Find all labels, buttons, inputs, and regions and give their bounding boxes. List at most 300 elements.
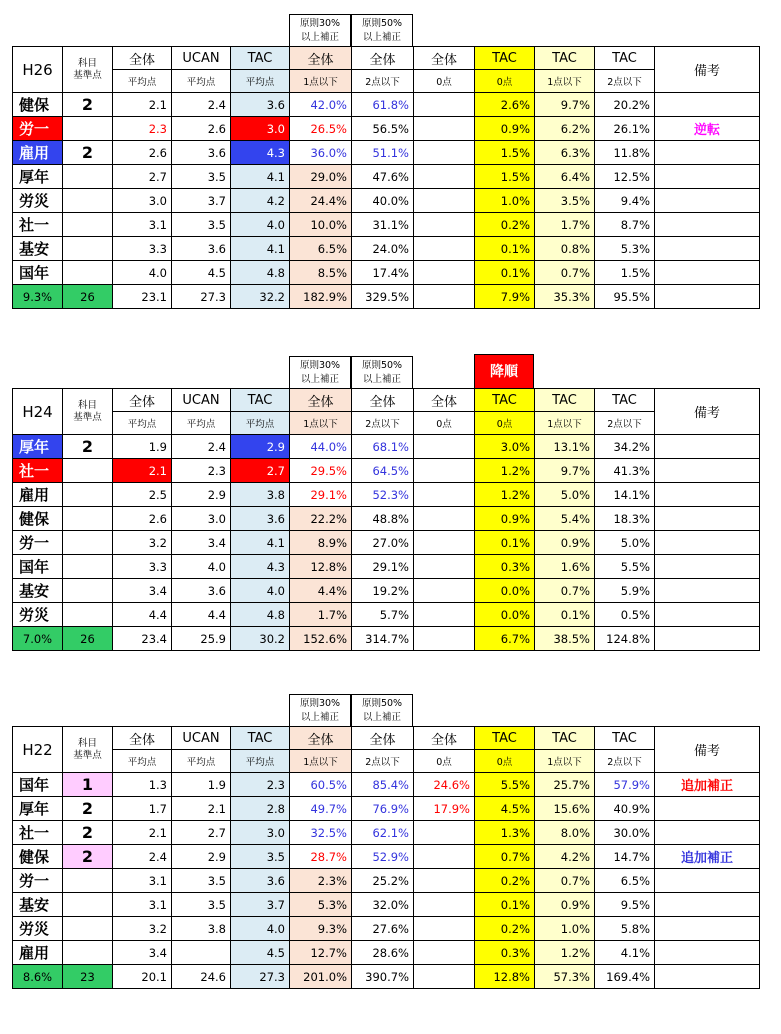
subject-row [13, 603, 760, 627]
cell-all-le1: 8.5% [290, 261, 352, 285]
sort-badge: 降順 [474, 354, 534, 388]
cell-tac-le2: 5.0% [595, 531, 655, 555]
total-all-0 [414, 627, 475, 651]
column-subheader: 2点以下 [595, 750, 655, 773]
base-score [63, 189, 113, 213]
standard-score-header-line: 科目 [77, 737, 97, 749]
score-table [12, 388, 760, 651]
cell-all-le2: 47.6% [352, 165, 414, 189]
total-tac-0: 7.9% [475, 285, 535, 309]
column-subheader: 1点以下 [290, 750, 352, 773]
remark-cell [655, 237, 760, 261]
cell-avg-ucan: 3.5 [172, 893, 231, 917]
total-avg-ucan: 24.6 [172, 965, 231, 989]
cell-avg-tac: 3.6 [231, 869, 290, 893]
total-all-le2: 314.7% [352, 627, 414, 651]
column-subheader: 0点 [475, 412, 535, 435]
note-50 [351, 356, 413, 388]
base-score: 2 [63, 797, 113, 821]
column-subheader: 2点以下 [352, 750, 414, 773]
column-header: 全体 [352, 47, 414, 70]
remark-cell [655, 93, 760, 117]
cell-tac-0: 0.1% [475, 893, 535, 917]
cell-avg-all: 2.6 [113, 141, 172, 165]
total-tac-le1: 35.3% [535, 285, 595, 309]
cell-all-0 [414, 821, 475, 845]
cell-all-le2: 40.0% [352, 189, 414, 213]
note-30 [289, 14, 351, 46]
note-50 [351, 694, 413, 726]
cell-avg-tac: 3.8 [231, 483, 290, 507]
remark-cell [655, 797, 760, 821]
subject-name: 国年 [13, 261, 63, 285]
column-subheader: 1点以下 [535, 70, 595, 93]
cell-all-le2: 52.9% [352, 845, 414, 869]
cell-all-le2: 5.7% [352, 603, 414, 627]
cell-avg-ucan: 3.8 [172, 917, 231, 941]
base-score: 2 [63, 821, 113, 845]
score-block-h22 [12, 694, 766, 1034]
cell-all-0 [414, 189, 475, 213]
total-tac-le2: 95.5% [595, 285, 655, 309]
subject-row [13, 531, 760, 555]
remark-cell [655, 459, 760, 483]
column-header: TAC [535, 389, 595, 412]
cell-tac-le2: 18.3% [595, 507, 655, 531]
cell-all-le1: 44.0% [290, 435, 352, 459]
cell-avg-ucan: 2.6 [172, 117, 231, 141]
cell-avg-all: 3.0 [113, 189, 172, 213]
note-50-line: 以上補正 [362, 32, 401, 43]
cell-all-0 [414, 261, 475, 285]
column-subheader: 平均点 [172, 412, 231, 435]
cell-all-le2: 85.4% [352, 773, 414, 797]
cell-avg-tac: 2.8 [231, 797, 290, 821]
base-score [63, 117, 113, 141]
remark-cell [655, 507, 760, 531]
subject-row [13, 773, 760, 797]
cell-avg-tac: 4.3 [231, 141, 290, 165]
column-subheader: 平均点 [231, 412, 290, 435]
cell-all-0 [414, 141, 475, 165]
cell-avg-all: 4.0 [113, 261, 172, 285]
total-row [13, 627, 760, 651]
cell-avg-ucan: 4.0 [172, 555, 231, 579]
column-subheader: 0点 [475, 70, 535, 93]
cell-all-le1: 60.5% [290, 773, 352, 797]
subject-row [13, 941, 760, 965]
cell-tac-le2: 0.5% [595, 603, 655, 627]
cell-all-0: 24.6% [414, 773, 475, 797]
cell-tac-le1: 1.0% [535, 917, 595, 941]
total-all-0 [414, 285, 475, 309]
cell-all-le1: 49.7% [290, 797, 352, 821]
column-subheader: 平均点 [172, 750, 231, 773]
standard-score-header [63, 47, 113, 93]
cell-avg-all: 3.4 [113, 579, 172, 603]
cell-tac-le1: 6.2% [535, 117, 595, 141]
column-header: TAC [231, 389, 290, 412]
cell-tac-0: 0.0% [475, 579, 535, 603]
subject-name: 労災 [13, 189, 63, 213]
subject-row [13, 579, 760, 603]
cell-all-le2: 29.1% [352, 555, 414, 579]
cell-avg-all: 2.1 [113, 93, 172, 117]
cell-avg-tac: 2.7 [231, 459, 290, 483]
cell-all-0 [414, 941, 475, 965]
cell-all-le1: 10.0% [290, 213, 352, 237]
column-header: TAC [475, 389, 535, 412]
year-label: H24 [13, 389, 63, 435]
subject-row [13, 869, 760, 893]
remark-cell [655, 483, 760, 507]
total-remark [655, 285, 760, 309]
cell-tac-0: 0.1% [475, 531, 535, 555]
cell-tac-0: 1.0% [475, 189, 535, 213]
total-tac-le1: 38.5% [535, 627, 595, 651]
total-row [13, 965, 760, 989]
subject-name: 雇用 [13, 141, 63, 165]
cell-avg-ucan [172, 941, 231, 965]
column-header: TAC [535, 727, 595, 750]
cell-avg-ucan: 2.3 [172, 459, 231, 483]
column-header: 全体 [290, 389, 352, 412]
cell-avg-ucan: 3.6 [172, 237, 231, 261]
cell-tac-0: 1.3% [475, 821, 535, 845]
note-30-line: 以上補正 [300, 374, 339, 385]
cell-avg-all: 3.1 [113, 213, 172, 237]
total-all-le2: 390.7% [352, 965, 414, 989]
total-all-le1: 201.0% [290, 965, 352, 989]
note-50 [351, 14, 413, 46]
cell-tac-le2: 5.3% [595, 237, 655, 261]
subject-row [13, 141, 760, 165]
note-50-line: 原則50% [361, 698, 403, 709]
pass-rate: 9.3% [13, 285, 63, 309]
cell-tac-0: 3.0% [475, 435, 535, 459]
subject-row [13, 435, 760, 459]
cell-tac-0: 1.5% [475, 165, 535, 189]
cell-all-le2: 61.8% [352, 93, 414, 117]
cell-tac-le2: 6.5% [595, 869, 655, 893]
cell-tac-0: 0.2% [475, 869, 535, 893]
header-notes [12, 14, 766, 46]
remark-cell [655, 555, 760, 579]
score-table [12, 46, 760, 309]
cell-tac-le1: 0.9% [535, 531, 595, 555]
cell-all-le1: 42.0% [290, 93, 352, 117]
subject-row [13, 555, 760, 579]
cell-avg-ucan: 3.5 [172, 869, 231, 893]
cell-all-le1: 1.7% [290, 603, 352, 627]
column-subheader: 平均点 [172, 70, 231, 93]
base-score [63, 941, 113, 965]
cell-tac-le1: 5.4% [535, 507, 595, 531]
subject-name: 労一 [13, 869, 63, 893]
base-score [63, 459, 113, 483]
remark-cell [655, 213, 760, 237]
cell-avg-tac: 4.1 [231, 531, 290, 555]
column-header: TAC [231, 727, 290, 750]
subject-name: 労災 [13, 603, 63, 627]
cell-avg-ucan: 2.9 [172, 845, 231, 869]
subject-name: 厚年 [13, 797, 63, 821]
cell-tac-le2: 14.1% [595, 483, 655, 507]
cell-avg-tac: 3.6 [231, 93, 290, 117]
cell-avg-ucan: 2.9 [172, 483, 231, 507]
cell-all-0 [414, 579, 475, 603]
subject-name: 健保 [13, 507, 63, 531]
remark-cell [655, 603, 760, 627]
base-score [63, 869, 113, 893]
column-header: 全体 [414, 389, 475, 412]
cell-all-le2: 24.0% [352, 237, 414, 261]
total-avg-ucan: 25.9 [172, 627, 231, 651]
base-score [63, 555, 113, 579]
cell-avg-ucan: 3.4 [172, 531, 231, 555]
column-header: TAC [535, 47, 595, 70]
cell-all-le1: 12.8% [290, 555, 352, 579]
cell-tac-0: 1.2% [475, 459, 535, 483]
cell-all-le2: 48.8% [352, 507, 414, 531]
total-tac-0: 6.7% [475, 627, 535, 651]
cell-avg-all: 3.1 [113, 869, 172, 893]
column-header: UCAN [172, 727, 231, 750]
year-label: H26 [13, 47, 63, 93]
note-30-line: 以上補正 [300, 32, 339, 43]
base-score: 1 [63, 773, 113, 797]
cell-tac-le1: 0.1% [535, 603, 595, 627]
cell-avg-tac: 4.8 [231, 603, 290, 627]
subject-row [13, 93, 760, 117]
subject-row [13, 261, 760, 285]
cell-all-le1: 2.3% [290, 869, 352, 893]
cell-tac-le2: 1.5% [595, 261, 655, 285]
column-subheader: 平均点 [231, 750, 290, 773]
base-score [63, 531, 113, 555]
header-row [13, 727, 760, 750]
cell-all-0 [414, 603, 475, 627]
total-all-0 [414, 965, 475, 989]
base-total: 26 [63, 627, 113, 651]
subject-name: 雇用 [13, 941, 63, 965]
remark-cell [655, 869, 760, 893]
cell-avg-all: 1.3 [113, 773, 172, 797]
remark-cell [655, 917, 760, 941]
cell-avg-tac: 2.9 [231, 435, 290, 459]
cell-all-le1: 36.0% [290, 141, 352, 165]
column-header: TAC [595, 47, 655, 70]
subheader-row [13, 412, 760, 435]
column-header: TAC [595, 727, 655, 750]
cell-avg-all: 3.2 [113, 917, 172, 941]
score-block-h26 [12, 14, 766, 354]
standard-score-header-line: 科目 [77, 57, 97, 69]
cell-tac-0: 0.3% [475, 555, 535, 579]
column-header: 全体 [113, 727, 172, 750]
remark-cell [655, 261, 760, 285]
cell-all-le1: 8.9% [290, 531, 352, 555]
base-score: 2 [63, 141, 113, 165]
subject-row [13, 917, 760, 941]
subject-row [13, 165, 760, 189]
cell-all-le2: 31.1% [352, 213, 414, 237]
cell-all-le2: 32.0% [352, 893, 414, 917]
note-30 [289, 694, 351, 726]
column-header: TAC [595, 389, 655, 412]
cell-tac-le1: 0.7% [535, 579, 595, 603]
cell-tac-le1: 0.7% [535, 869, 595, 893]
total-all-le2: 329.5% [352, 285, 414, 309]
column-subheader: 平均点 [113, 70, 172, 93]
total-all-le1: 152.6% [290, 627, 352, 651]
cell-all-le1: 12.7% [290, 941, 352, 965]
cell-tac-0: 0.2% [475, 213, 535, 237]
remarks-header: 備考 [655, 389, 760, 435]
cell-all-0 [414, 237, 475, 261]
column-subheader: 1点以下 [535, 750, 595, 773]
cell-avg-ucan: 2.4 [172, 435, 231, 459]
cell-all-le1: 5.3% [290, 893, 352, 917]
cell-all-0: 17.9% [414, 797, 475, 821]
column-subheader: 0点 [414, 412, 475, 435]
subject-name: 厚年 [13, 435, 63, 459]
cell-avg-ucan: 1.9 [172, 773, 231, 797]
cell-tac-le1: 0.9% [535, 893, 595, 917]
cell-tac-le2: 20.2% [595, 93, 655, 117]
cell-tac-le2: 34.2% [595, 435, 655, 459]
cell-avg-all: 3.4 [113, 941, 172, 965]
column-header: 全体 [352, 389, 414, 412]
column-subheader: 2点以下 [352, 70, 414, 93]
standard-score-header [63, 727, 113, 773]
cell-avg-tac: 4.1 [231, 165, 290, 189]
remark-cell [655, 893, 760, 917]
base-score [63, 213, 113, 237]
cell-all-le2: 52.3% [352, 483, 414, 507]
cell-tac-le1: 13.1% [535, 435, 595, 459]
cell-all-le1: 24.4% [290, 189, 352, 213]
cell-tac-0: 2.6% [475, 93, 535, 117]
base-score [63, 165, 113, 189]
cell-avg-ucan: 3.6 [172, 141, 231, 165]
total-avg-all: 23.1 [113, 285, 172, 309]
cell-all-le1: 29.1% [290, 483, 352, 507]
cell-avg-all: 3.3 [113, 237, 172, 261]
cell-tac-le2: 12.5% [595, 165, 655, 189]
total-tac-le2: 124.8% [595, 627, 655, 651]
cell-tac-le2: 5.8% [595, 917, 655, 941]
cell-tac-0: 0.7% [475, 845, 535, 869]
cell-tac-le1: 9.7% [535, 459, 595, 483]
cell-avg-all: 2.3 [113, 117, 172, 141]
cell-all-le2: 64.5% [352, 459, 414, 483]
cell-all-le2: 27.0% [352, 531, 414, 555]
cell-avg-tac: 3.6 [231, 507, 290, 531]
note-50-line: 原則50% [361, 360, 403, 371]
subject-name: 健保 [13, 845, 63, 869]
remark-cell [655, 579, 760, 603]
total-row [13, 285, 760, 309]
column-header: TAC [231, 47, 290, 70]
column-header: 全体 [290, 727, 352, 750]
cell-all-le2: 68.1% [352, 435, 414, 459]
standard-score-header [63, 389, 113, 435]
cell-avg-ucan: 2.1 [172, 797, 231, 821]
cell-all-le2: 62.1% [352, 821, 414, 845]
cell-avg-ucan: 2.4 [172, 93, 231, 117]
base-total: 23 [63, 965, 113, 989]
cell-all-le2: 17.4% [352, 261, 414, 285]
cell-avg-ucan: 2.7 [172, 821, 231, 845]
note-50-line: 以上補正 [362, 374, 401, 385]
cell-avg-all: 2.1 [113, 459, 172, 483]
cell-all-0 [414, 165, 475, 189]
total-remark [655, 965, 760, 989]
base-score [63, 893, 113, 917]
score-table [12, 726, 760, 989]
total-tac-le2: 169.4% [595, 965, 655, 989]
cell-avg-all: 1.9 [113, 435, 172, 459]
cell-all-le1: 4.4% [290, 579, 352, 603]
note-30-line: 原則30% [299, 18, 341, 29]
note-30-line: 原則30% [299, 698, 341, 709]
column-header: TAC [475, 727, 535, 750]
cell-tac-le1: 1.6% [535, 555, 595, 579]
cell-all-le1: 22.2% [290, 507, 352, 531]
remark-cell [655, 141, 760, 165]
total-avg-ucan: 27.3 [172, 285, 231, 309]
remark-cell [655, 531, 760, 555]
subject-name: 基安 [13, 237, 63, 261]
cell-tac-le2: 14.7% [595, 845, 655, 869]
subject-row [13, 237, 760, 261]
cell-tac-le2: 40.9% [595, 797, 655, 821]
total-tac-0: 12.8% [475, 965, 535, 989]
cell-tac-le2: 9.5% [595, 893, 655, 917]
cell-tac-le1: 0.8% [535, 237, 595, 261]
total-avg-tac: 27.3 [231, 965, 290, 989]
subject-name: 国年 [13, 773, 63, 797]
cell-all-le2: 27.6% [352, 917, 414, 941]
column-header: UCAN [172, 389, 231, 412]
cell-all-le1: 32.5% [290, 821, 352, 845]
subject-name: 雇用 [13, 483, 63, 507]
cell-avg-ucan: 3.5 [172, 213, 231, 237]
column-header: 全体 [352, 727, 414, 750]
subject-name: 社一 [13, 821, 63, 845]
remark-cell: 追加補正 [655, 845, 760, 869]
cell-all-0 [414, 213, 475, 237]
remark-cell [655, 165, 760, 189]
cell-avg-all: 4.4 [113, 603, 172, 627]
subject-name: 厚年 [13, 165, 63, 189]
column-subheader: 1点以下 [290, 70, 352, 93]
subject-row [13, 845, 760, 869]
cell-tac-le2: 26.1% [595, 117, 655, 141]
base-score [63, 917, 113, 941]
cell-avg-tac: 4.0 [231, 213, 290, 237]
column-subheader: 2点以下 [352, 412, 414, 435]
remark-cell: 逆転 [655, 117, 760, 141]
base-score: 2 [63, 435, 113, 459]
cell-all-le1: 29.0% [290, 165, 352, 189]
cell-tac-le1: 6.4% [535, 165, 595, 189]
cell-all-0 [414, 117, 475, 141]
cell-avg-tac: 3.5 [231, 845, 290, 869]
cell-tac-le1: 25.7% [535, 773, 595, 797]
cell-all-0 [414, 507, 475, 531]
